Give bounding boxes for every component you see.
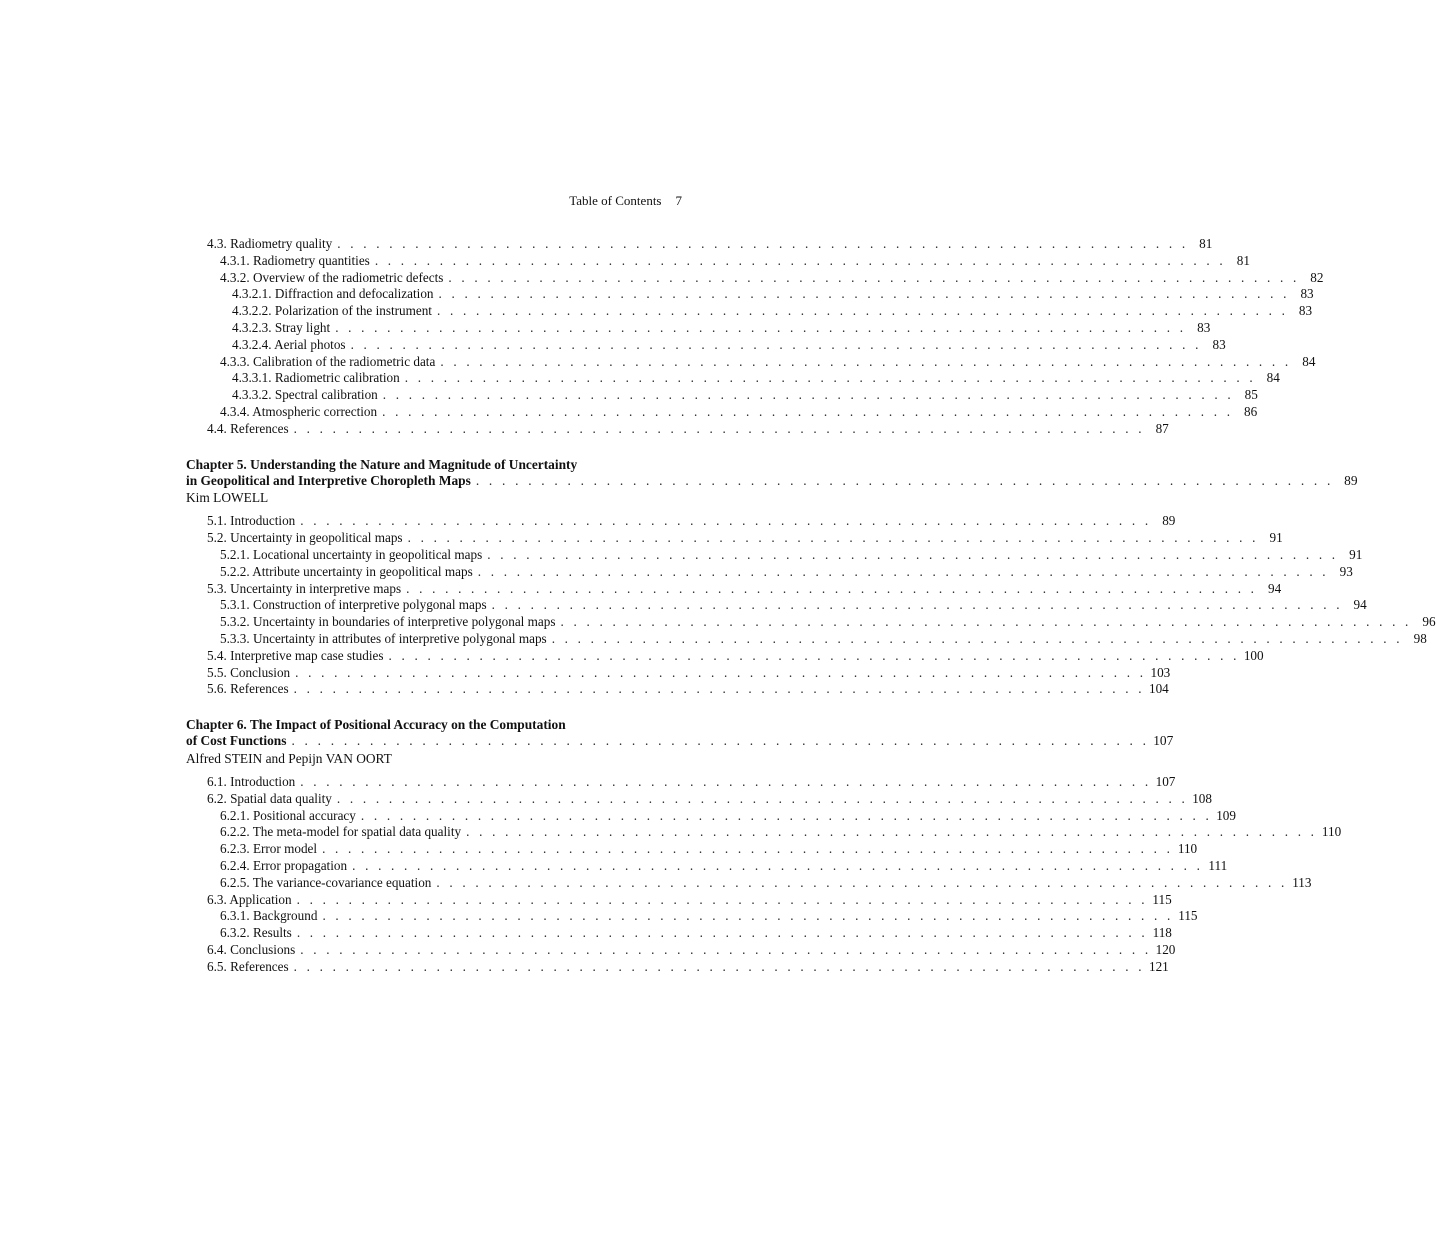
toc-entry[interactable] — [186, 773, 1176, 791]
toc-entry[interactable] — [186, 925, 1172, 942]
dot-leader: . . . . . . . . . . . . . . . . . . . . . . . . . . . . . . . . . . . . . . . . . . . . . . . . . . . . . . . . . . . . . . . . . . — [296, 925, 1148, 941]
toc-entry-page-number: 84 — [1266, 370, 1280, 386]
toc-entry[interactable] — [186, 269, 1324, 287]
toc-entry-page-number: 107 — [1153, 733, 1174, 749]
dot-leader: . . . . . . . . . . . . . . . . . . . . . . . . . . . . . . . . . . . . . . . . . . . . . . . . . . . . . . . . . . . . . . . . . . — [466, 824, 1318, 840]
toc-entry-title: 5.3.1. Construction of interpretive polygonal maps — [220, 597, 487, 613]
toc-entry[interactable] — [186, 647, 1264, 665]
toc-entry-title: 4.3.2.2. Polarization of the instrument — [232, 303, 432, 319]
toc-entry[interactable] — [186, 563, 1353, 581]
toc-entry-title: 4.3.2.3. Stray light — [232, 319, 331, 335]
dot-leader: . . . . . . . . . . . . . . . . . . . . . . . . . . . . . . . . . . . . . . . . . . . . . . . . . . . . . . . . . . . . . . . . . . — [382, 387, 1234, 403]
toc-entry[interactable] — [186, 420, 1169, 438]
toc-entry-title: 4.3.3.2. Spectral calibration — [232, 387, 378, 403]
toc-entry-page-number: 104 — [1148, 681, 1169, 697]
toc-entry-page-number: 115 — [1152, 891, 1172, 907]
toc-entry[interactable] — [186, 319, 1211, 337]
toc-entry-page-number: 94 — [1353, 597, 1367, 613]
toc-entry-page-number: 96 — [1422, 614, 1436, 630]
dot-leader: . . . . . . . . . . . . . . . . . . . . . . . . . . . . . . . . . . . . . . . . . . . . . . . . . . . . . . . . . . . . . . . . . . — [491, 597, 1343, 613]
toc-entry[interactable] — [186, 681, 1169, 698]
toc-entry[interactable] — [186, 614, 1436, 631]
toc-entry[interactable] — [186, 370, 1280, 387]
toc-entry[interactable] — [186, 580, 1282, 598]
toc-entry-page-number: 91 — [1269, 530, 1283, 546]
toc-entry-title: 5.6. References — [207, 681, 289, 697]
toc-entry[interactable] — [186, 664, 1171, 682]
chapter-authors: Alfred STEIN and Pepijn VAN OORT — [186, 750, 392, 766]
toc-entry-title: 6.3.1. Background — [220, 908, 318, 924]
chapter-title[interactable]: Chapter 6. The Impact of Positional Accuracy on the Computation — [186, 717, 566, 733]
dot-leader: . . . . . . . . . . . . . . . . . . . . . . . . . . . . . . . . . . . . . . . . . . . . . . . . . . . . . . . . . . . . . . . . . . — [360, 807, 1212, 823]
toc-entry[interactable] — [186, 286, 1314, 303]
dot-leader: . . . . . . . . . . . . . . . . . . . . . . . . . . . . . . . . . . . . . . . . . . . . . . . . . . . . . . . . . . . . . . . . . . — [295, 664, 1147, 680]
toc-entry-page-number: 103 — [1150, 664, 1171, 680]
toc-entry-page-number: 83 — [1212, 336, 1226, 352]
dot-leader: . . . . . . . . . . . . . . . . . . . . . . . . . . . . . . . . . . . . . . . . . . . . . . . . . . . . . . . . . . . . . . . . . . — [374, 252, 1226, 268]
toc-entry[interactable] — [186, 530, 1283, 547]
toc-entry-title: 4.3.1. Radiometry quantities — [220, 252, 370, 268]
toc-entry-page-number: 118 — [1152, 925, 1172, 941]
dot-leader: . . . . . . . . . . . . . . . . . . . . . . . . . . . . . . . . . . . . . . . . . . . . . . . . . . . . . . . . . . . . . . . . . . — [335, 319, 1187, 335]
dot-leader: . . . . . . . . . . . . . . . . . . . . . . . . . . . . . . . . . . . . . . . . . . . . . . . . . . . . . . . . . . . . . . . . . . — [477, 563, 1329, 579]
toc-entry-title: 6.2.3. Error model — [220, 841, 318, 857]
dot-leader: . . . . . . . . . . . . . . . . . . . . . . . . . . . . . . . . . . . . . . . . . . . . . . . . . . . . . . . . . . . . . . . . . . — [322, 841, 1174, 857]
toc-entry[interactable] — [186, 841, 1198, 858]
toc-entry-title: 5.2.2. Attribute uncertainty in geopolitical maps — [220, 563, 473, 579]
dot-leader: . . . . . . . . . . . . . . . . . . . . . . . . . . . . . . . . . . . . . . . . . . . . . . . . . . . . . . . . . . . . . . . . . . — [300, 773, 1152, 789]
toc-entry[interactable] — [186, 874, 1312, 892]
toc-entry-page-number: 81 — [1199, 236, 1213, 251]
toc-entry-page-number: 107 — [1155, 773, 1176, 789]
dot-leader: . . . . . . . . . . . . . . . . . . . . . . . . . . . . . . . . . . . . . . . . . . . . . . . . . . . . . . . . . . . . . . . . . . — [291, 733, 1150, 749]
dot-leader: . . . . . . . . . . . . . . . . . . . . . . . . . . . . . . . . . . . . . . . . . . . . . . . . . . . . . . . . . . . . . . . . . . — [388, 647, 1240, 663]
dot-leader: . . . . . . . . . . . . . . . . . . . . . . . . . . . . . . . . . . . . . . . . . . . . . . . . . . . . . . . . . . . . . . . . . . — [296, 891, 1148, 907]
dot-leader: . . . . . . . . . . . . . . . . . . . . . . . . . . . . . . . . . . . . . . . . . . . . . . . . . . . . . . . . . . . . . . . . . . — [406, 580, 1258, 596]
toc-entry-title: 5.3.2. Uncertainty in boundaries of interpretive polygonal maps — [220, 614, 556, 630]
table-of-contents — [186, 236, 1436, 975]
toc-entry-title: in Geopolitical and Interpretive Choropleth Maps — [186, 472, 471, 488]
chapter-block — [186, 456, 1436, 699]
toc-entry-page-number: 113 — [1292, 874, 1312, 890]
dot-leader: . . . . . . . . . . . . . . . . . . . . . . . . . . . . . . . . . . . . . . . . . . . . . . . . . . . . . . . . . . . . . . . . . . — [438, 286, 1290, 302]
toc-entry-title: 4.3.2. Overview of the radiometric defects — [220, 269, 444, 285]
toc-entry-page-number: 111 — [1208, 857, 1228, 873]
dot-leader: . . . . . . . . . . . . . . . . . . . . . . . . . . . . . . . . . . . . . . . . . . . . . . . . . . . . . . . . . . . . . . . . . . — [475, 472, 1334, 488]
toc-entry-page-number: 108 — [1192, 790, 1212, 806]
toc-entry-title: 6.2.1. Positional accuracy — [220, 807, 356, 823]
toc-entry-title: 5.2.1. Locational uncertainty in geopolitical maps — [220, 546, 483, 562]
toc-entry[interactable] — [186, 630, 1427, 648]
toc-entry-title: 4.3.3. Calibration of the radiometric data — [220, 353, 436, 369]
dot-leader: . . . . . . . . . . . . . . . . . . . . . . . . . . . . . . . . . . . . . . . . . . . . . . . . . . . . . . . . . . . . . . . . . . — [560, 614, 1412, 630]
toc-entry[interactable] — [186, 387, 1258, 404]
toc-entry-title: 6.3. Application — [207, 891, 292, 907]
toc-entry-title: 5.5. Conclusion — [207, 664, 291, 680]
toc-entry-title: 4.3.4. Atmospheric correction — [220, 403, 378, 419]
chapter-block — [186, 716, 1342, 975]
dot-leader: . . . . . . . . . . . . . . . . . . . . . . . . . . . . . . . . . . . . . . . . . . . . . . . . . . . . . . . . . . . . . . . . . . — [300, 513, 1152, 529]
toc-entry[interactable] — [186, 353, 1316, 371]
toc-entry-title: 4.3.2.1. Diffraction and defocalization — [232, 286, 434, 302]
toc-entry[interactable] — [186, 303, 1313, 320]
toc-entry-page-number: 110 — [1321, 824, 1342, 840]
toc-entry[interactable] — [186, 891, 1172, 909]
toc-entry-title: 6.2. Spatial data quality — [207, 790, 332, 806]
toc-entry-page-number: 86 — [1244, 403, 1258, 419]
dot-leader: . . . . . . . . . . . . . . . . . . . . . . . . . . . . . . . . . . . . . . . . . . . . . . . . . . . . . . . . . . . . . . . . . . — [293, 958, 1145, 974]
toc-entry[interactable] — [186, 336, 1226, 354]
dot-leader: . . . . . . . . . . . . . . . . . . . . . . . . . . . . . . . . . . . . . . . . . . . . . . . . . . . . . . . . . . . . . . . . . . — [352, 857, 1204, 873]
toc-entry-title: 4.3.2.4. Aerial photos — [232, 336, 346, 352]
toc-entry-title: 6.4. Conclusions — [207, 941, 296, 957]
toc-entry-title: 5.3. Uncertainty in interpretive maps — [207, 580, 402, 596]
dot-leader: . . . . . . . . . . . . . . . . . . . . . . . . . . . . . . . . . . . . . . . . . . . . . . . . . . . . . . . . . . . . . . . . . . — [487, 546, 1339, 562]
toc-entry-page-number: 100 — [1243, 647, 1264, 663]
toc-entry-title: of Cost Functions — [186, 733, 287, 749]
dot-leader: . . . . . . . . . . . . . . . . . . . . . . . . . . . . . . . . . . . . . . . . . . . . . . . . . . . . . . . . . . . . . . . . . . — [436, 303, 1289, 319]
dot-leader: . . . . . . . . . . . . . . . . . . . . . . . . . . . . . . . . . . . . . . . . . . . . . . . . . . . . . . . . . . . . . . . . . . — [300, 941, 1152, 957]
dot-leader: . . . . . . . . . . . . . . . . . . . . . . . . . . . . . . . . . . . . . . . . . . . . . . . . . . . . . . . . . . . . . . . . . . — [336, 790, 1188, 806]
toc-entry[interactable] — [186, 403, 1258, 421]
toc-entry[interactable] — [186, 958, 1169, 976]
toc-entry-page-number: 84 — [1302, 353, 1316, 369]
dot-leader: . . . . . . . . . . . . . . . . . . . . . . . . . . . . . . . . . . . . . . . . . . . . . . . . . . . . . . . . . . . . . . . . . . — [293, 420, 1145, 436]
toc-entry-page-number: 109 — [1216, 807, 1236, 823]
toc-entry[interactable] — [186, 546, 1363, 564]
toc-entry-page-number: 89 — [1162, 513, 1176, 529]
chapter-title[interactable]: Chapter 5. Understanding the Nature and Magnitude of Uncertainty — [186, 456, 578, 472]
toc-entry-page-number: 91 — [1349, 546, 1363, 562]
toc-entry-title: 5.3.3. Uncertainty in attributes of interpretive polygonal maps — [220, 630, 547, 646]
toc-entry-title: 6.2.5. The variance-covariance equation — [220, 874, 432, 890]
toc-entry[interactable] — [186, 513, 1176, 530]
dot-leader: . . . . . . . . . . . . . . . . . . . . . . . . . . . . . . . . . . . . . . . . . . . . . . . . . . . . . . . . . . . . . . . . . . — [551, 630, 1403, 646]
toc-entry-title: 6.2.4. Error propagation — [220, 857, 348, 873]
dot-leader: . . . . . . . . . . . . . . . . . . . . . . . . . . . . . . . . . . . . . . . . . . . . . . . . . . . . . . . . . . . . . . . . . . — [350, 336, 1202, 352]
toc-entry-title: 6.1. Introduction — [207, 773, 296, 789]
dot-leader: . . . . . . . . . . . . . . . . . . . . . . . . . . . . . . . . . . . . . . . . . . . . . . . . . . . . . . . . . . . . . . . . . . — [322, 908, 1174, 924]
toc-entry-title: 4.4. References — [207, 420, 289, 436]
toc-entry-title: 6.2.2. The meta-model for spatial data quality — [220, 824, 462, 840]
toc-entry-page-number: 115 — [1178, 908, 1198, 924]
toc-entry[interactable] — [186, 857, 1228, 875]
dot-leader: . . . . . . . . . . . . . . . . . . . . . . . . . . . . . . . . . . . . . . . . . . . . . . . . . . . . . . . . . . . . . . . . . . — [337, 236, 1189, 251]
toc-entry-page-number: 83 — [1300, 286, 1314, 302]
toc-entry-page-number: 121 — [1148, 958, 1169, 974]
toc-entry-page-number: 83 — [1298, 303, 1313, 319]
toc-entry-title: 5.4. Interpretive map case studies — [207, 647, 384, 663]
running-header — [186, 193, 682, 211]
running-header-page-number: 7 — [675, 193, 682, 208]
toc-entry[interactable] — [186, 252, 1250, 270]
toc-entry-page-number: 82 — [1310, 269, 1324, 285]
chapter-title-continuation[interactable] — [186, 733, 1174, 750]
toc-entry-page-number: 94 — [1268, 580, 1282, 596]
toc-entry-title: 4.3. Radiometry quality — [207, 236, 333, 251]
toc-entry-page-number: 120 — [1155, 941, 1176, 957]
toc-entry[interactable] — [186, 236, 1213, 253]
toc-entry-page-number: 87 — [1155, 420, 1169, 436]
chapter-authors: Kim LOWELL — [186, 490, 269, 506]
toc-entry[interactable] — [186, 597, 1367, 614]
dot-leader: . . . . . . . . . . . . . . . . . . . . . . . . . . . . . . . . . . . . . . . . . . . . . . . . . . . . . . . . . . . . . . . . . . — [293, 681, 1145, 697]
toc-entry-page-number: 85 — [1244, 387, 1258, 403]
dot-leader: . . . . . . . . . . . . . . . . . . . . . . . . . . . . . . . . . . . . . . . . . . . . . . . . . . . . . . . . . . . . . . . . . . — [436, 874, 1288, 890]
dot-leader: . . . . . . . . . . . . . . . . . . . . . . . . . . . . . . . . . . . . . . . . . . . . . . . . . . . . . . . . . . . . . . . . . . — [440, 353, 1292, 369]
chapter-title-continuation[interactable] — [186, 472, 1358, 490]
toc-entry[interactable] — [186, 908, 1198, 925]
toc-entry-page-number: 98 — [1413, 630, 1427, 646]
dot-leader: . . . . . . . . . . . . . . . . . . . . . . . . . . . . . . . . . . . . . . . . . . . . . . . . . . . . . . . . . . . . . . . . . . — [448, 269, 1300, 285]
toc-entry-page-number: 83 — [1197, 319, 1211, 335]
toc-entry-page-number: 110 — [1177, 841, 1198, 857]
toc-entry[interactable] — [186, 790, 1212, 808]
toc-entry-title: 4.3.3.1. Radiometric calibration — [232, 370, 400, 386]
toc-entry-page-number: 81 — [1236, 252, 1250, 268]
toc-entry-title: 6.5. References — [207, 958, 289, 974]
toc-entry[interactable] — [186, 824, 1342, 841]
dot-leader: . . . . . . . . . . . . . . . . . . . . . . . . . . . . . . . . . . . . . . . . . . . . . . . . . . . . . . . . . . . . . . . . . . — [404, 370, 1256, 386]
dot-leader: . . . . . . . . . . . . . . . . . . . . . . . . . . . . . . . . . . . . . . . . . . . . . . . . . . . . . . . . . . . . . . . . . . — [407, 530, 1259, 546]
toc-entry-page-number: 89 — [1344, 472, 1358, 488]
toc-entry[interactable] — [186, 941, 1176, 959]
toc-entry[interactable] — [186, 807, 1236, 825]
running-header-title: Table of Contents — [569, 193, 662, 208]
toc-entry-title: 5.1. Introduction — [207, 513, 296, 529]
toc-entry-title: 5.2. Uncertainty in geopolitical maps — [207, 530, 403, 546]
dot-leader: . . . . . . . . . . . . . . . . . . . . . . . . . . . . . . . . . . . . . . . . . . . . . . . . . . . . . . . . . . . . . . . . . . — [382, 403, 1234, 419]
toc-entry-page-number: 93 — [1339, 563, 1353, 579]
toc-entry-title: 6.3.2. Results — [220, 925, 292, 941]
